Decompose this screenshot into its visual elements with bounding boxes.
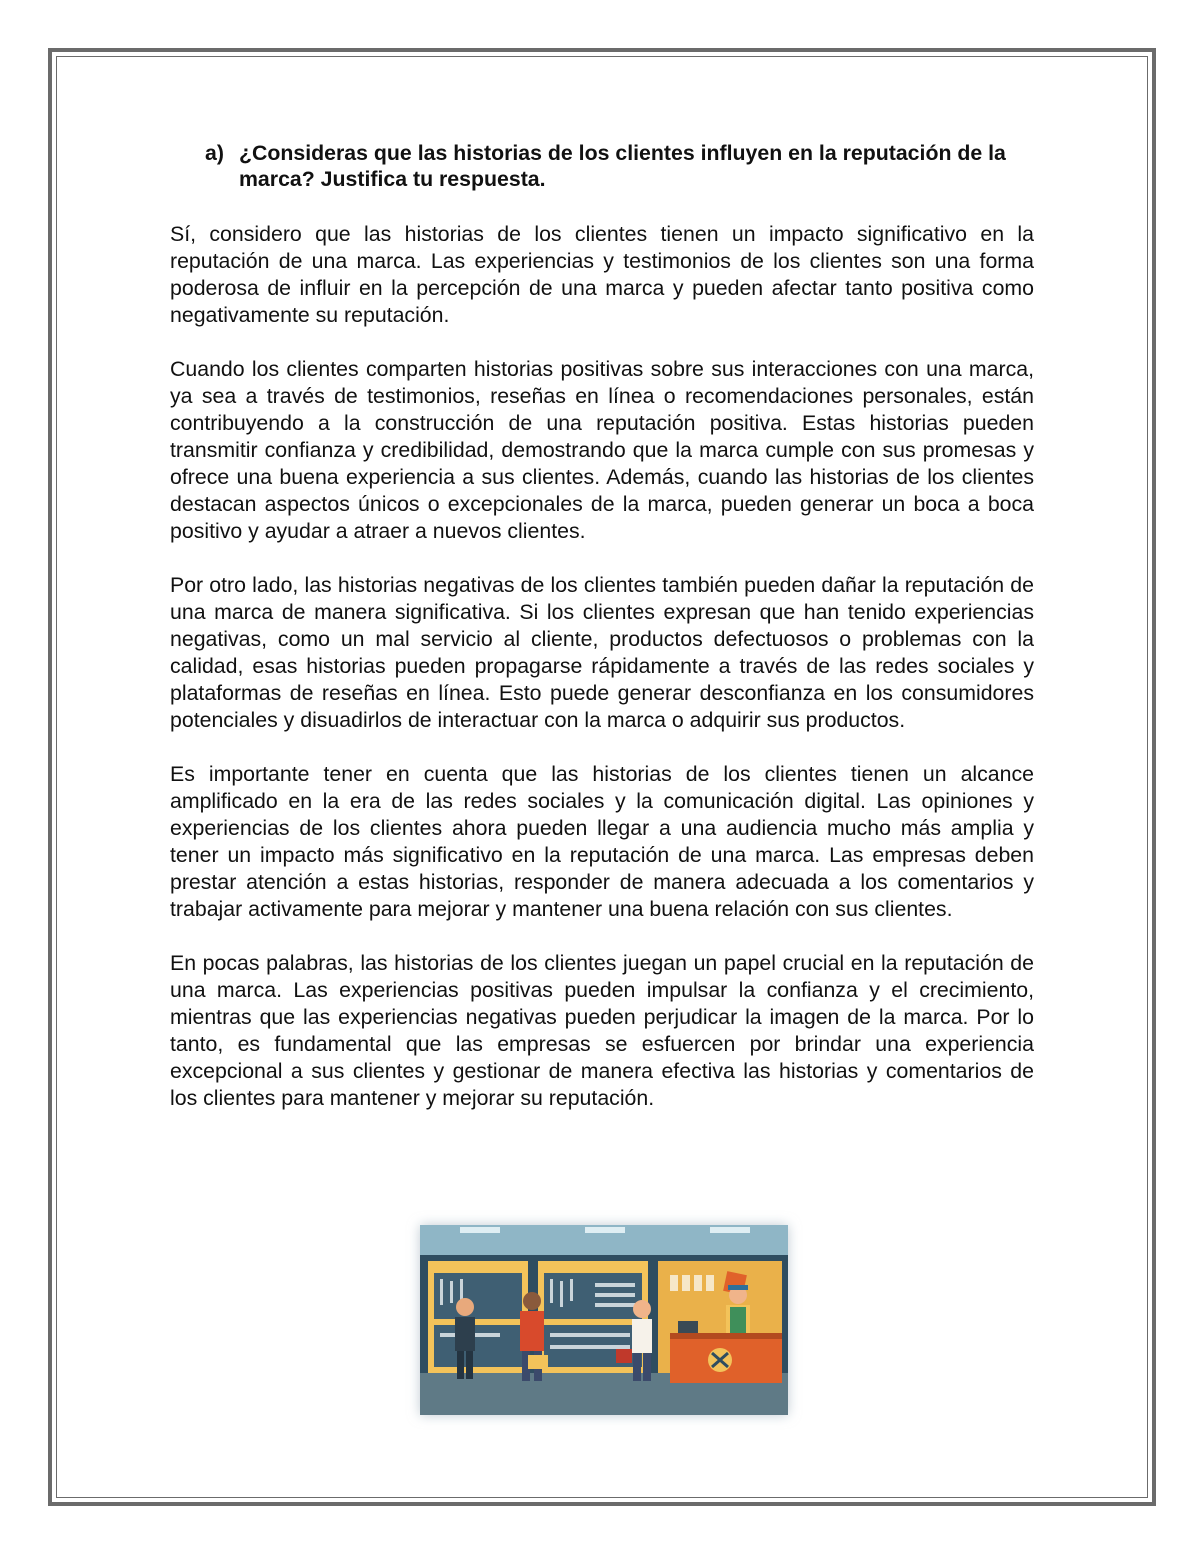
answer-body bbox=[170, 221, 1034, 1139]
question-letter: a) bbox=[205, 141, 224, 165]
paragraph: Sí, considero que las historias de los clientes tienen un impacto significativo en la reputación de una marca. Las experiencias y testimonios de los clientes son una forma poderosa de influir en la percepción de una marca y pueden afectar tanto positiva como negativamente su reputación. bbox=[170, 222, 1034, 327]
paragraph: Cuando los clientes comparten historias positivas sobre sus interacciones con una marca, ya sea a través de testimonios, reseñas en línea o recomendaciones personales, están contribuyendo a la construcción de una reputación positiva. Estas historias pueden transmitir confianza y credibilidad, demostrando que la marca cumple con sus promesas y ofrece una buena experiencia a sus clientes. Además, cuando las historias de los clientes destacan aspectos únicos o excepcionales de la marca, pueden generar un boca a boca positivo y ayudar a atraer a nuevos clientes. bbox=[170, 357, 1034, 543]
paragraph: En pocas palabras, las historias de los clientes juegan un papel crucial en la reputación de una marca. Las experiencias positivas pueden impulsar la confianza y el crecimiento, mientras que las experiencias negativas pueden perjudicar la imagen de la marca. Por lo tanto, es fundamental que las empresas se esfuercen por brindar una experiencia excepcional a sus clientes y gestionar de manera efectiva las historias y comentarios de los clientes para mantener y mejorar su reputación. bbox=[170, 951, 1034, 1110]
question-heading bbox=[205, 140, 1045, 192]
question-text: ¿Consideras que las historias de los clientes influyen en la reputación de la marca? Justifica tu respuesta. bbox=[239, 141, 1006, 191]
paragraph: Por otro lado, las historias negativas de los clientes también pueden dañar la reputación de una marca de manera significativa. Si los clientes expresan que han tenido experiencias negativas, como un mal servicio al cliente, productos defectuosos o problemas con la calidad, esas historias pueden propagarse rápidamente a través de las redes sociales y plataformas de reseñas en línea. Esto puede generar desconfianza en los consumidores potenciales y disuadirlos de interactuar con la marca o adquirir sus productos. bbox=[170, 573, 1034, 732]
hardware-store-illustration bbox=[420, 1225, 788, 1415]
paragraph: Es importante tener en cuenta que las historias de los clientes tienen un alcance amplificado en la era de las redes sociales y la comunicación digital. Las opiniones y experiencias de los clientes ahora pueden llegar a una audiencia mucho más amplia y tener un impacto más significativo en la reputación de una marca. Las empresas deben prestar atención a estas historias, responder de manera adecuada a los comentarios y trabajar activamente para mejorar y mantener una buena relación con sus clientes. bbox=[170, 762, 1034, 921]
